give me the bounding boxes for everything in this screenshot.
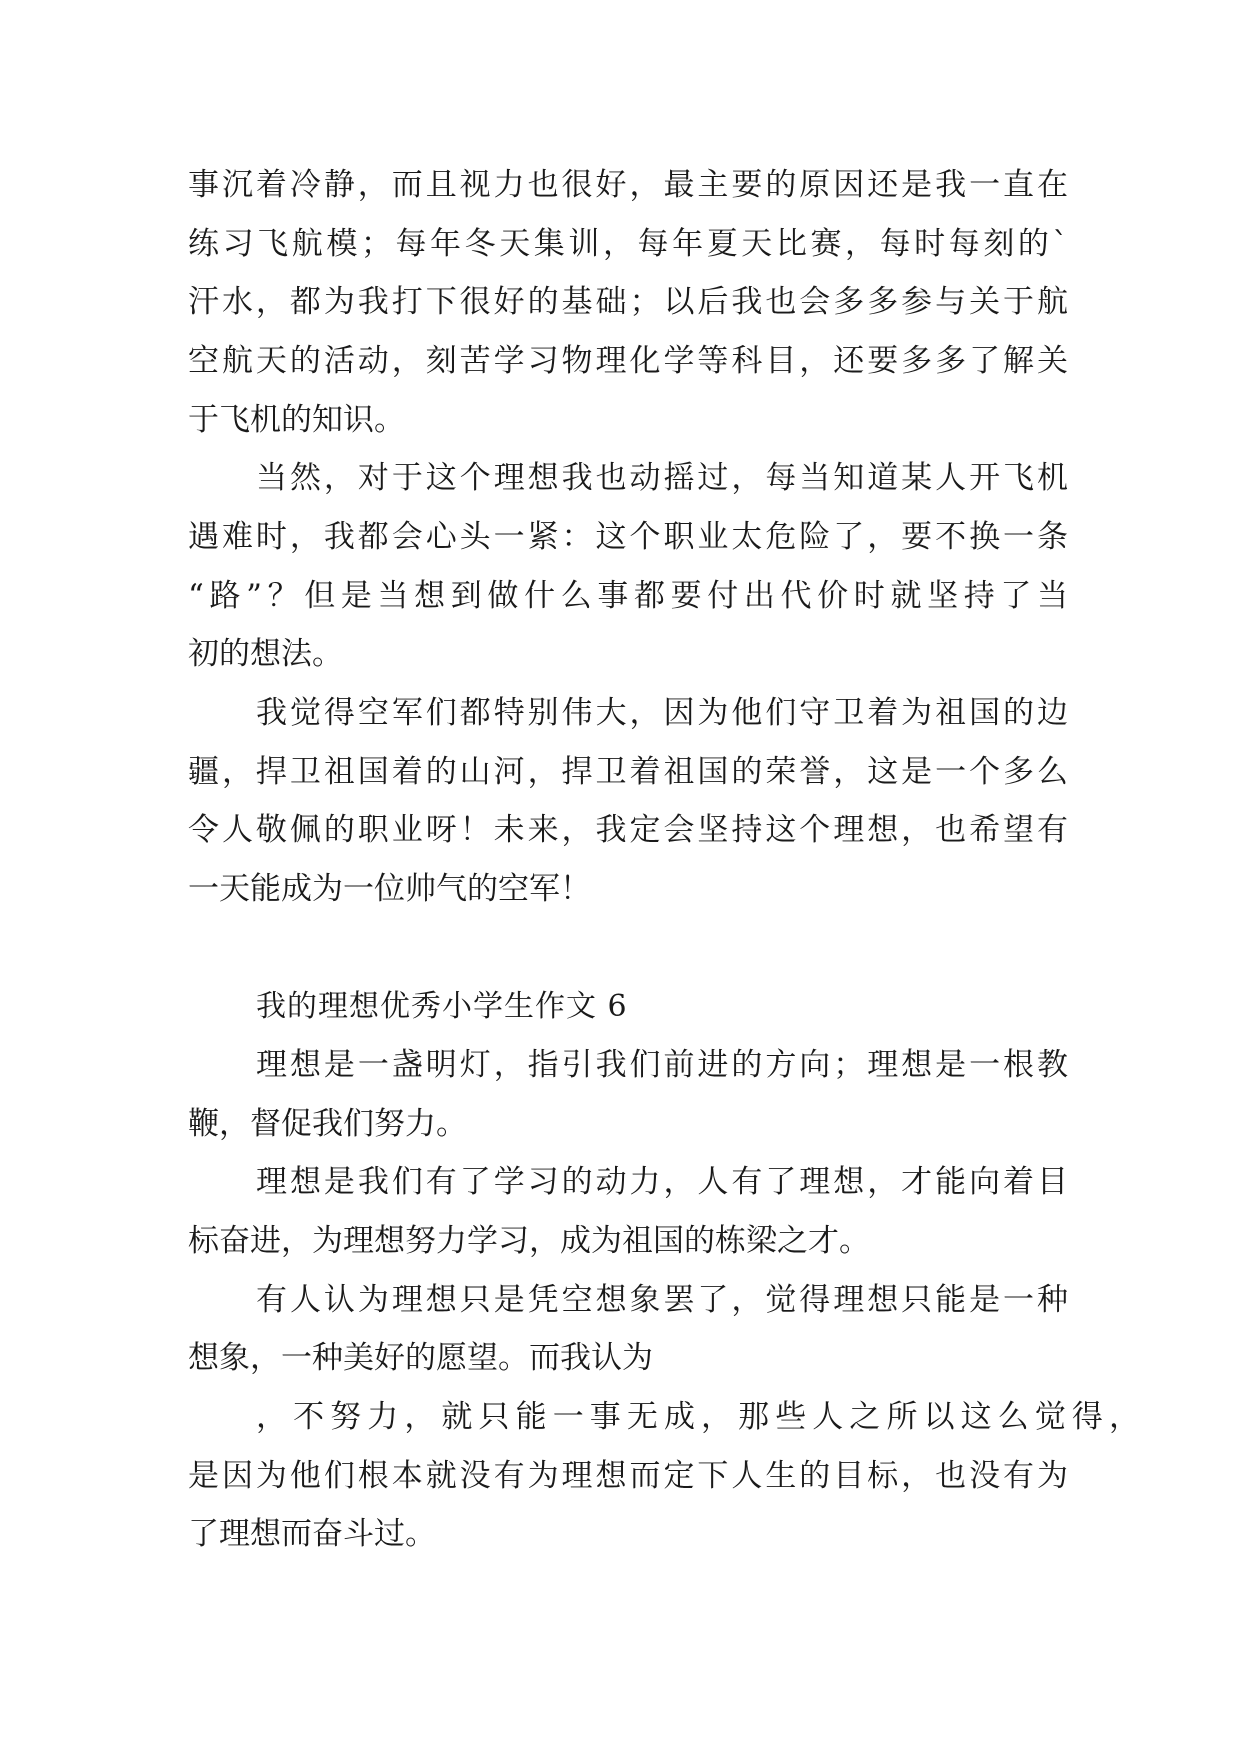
essay-heading: 我的理想优秀小学生作文 6 bbox=[256, 989, 628, 1024]
paragraph-first-line: 理想是我们有了学习的动力，人有了理想，才能向着目 bbox=[256, 1164, 1068, 1200]
text-line: 空航天的活动，刻苦学习物理化学等科目，还要多多了解关 bbox=[188, 343, 1068, 379]
text-line: 一天能成为一位帅气的空军！ bbox=[188, 871, 591, 907]
text-line: 想象，一种美好的愿望。而我认为 bbox=[188, 1340, 653, 1376]
paragraph-first-line: 理想是一盏明灯，指引我们前进的方向；理想是一根教 bbox=[256, 1047, 1068, 1083]
text-line: 初的想法。 bbox=[188, 636, 343, 672]
text-line: 于飞机的知识。 bbox=[188, 402, 405, 438]
text-line: 令人敬佩的职业呀！未来，我定会坚持这个理想，也希望有 bbox=[188, 812, 1068, 848]
paragraph-first-line: 当然，对于这个理想我也动摇过，每当知道某人开飞机 bbox=[256, 460, 1068, 496]
text-line: 练习飞航模；每年冬天集训，每年夏天比赛，每时每刻的` bbox=[188, 226, 1068, 262]
text-line: 遇难时，我都会心头一紧：这个职业太危险了，要不换一条 bbox=[188, 519, 1068, 555]
text-line: 鞭，督促我们努力。 bbox=[188, 1106, 467, 1142]
text-line: 了理想而奋斗过。 bbox=[188, 1516, 436, 1552]
text-line: “路”？但是当想到做什么事都要付出代价时就坚持了当 bbox=[188, 578, 1068, 614]
paragraph-first-line: 有人认为理想只是凭空想象罢了，觉得理想只能是一种 bbox=[256, 1282, 1068, 1318]
text-line: 疆，捍卫祖国着的山河，捍卫着祖国的荣誉，这是一个多么 bbox=[188, 754, 1068, 790]
text-line: 汗水，都为我打下很好的基础；以后我也会多多参与关于航 bbox=[188, 284, 1068, 320]
text-line: 标奋进，为理想努力学习，成为祖国的栋梁之才。 bbox=[188, 1223, 870, 1259]
paragraph-first-line: ，不努力，就只能一事无成，那些人之所以这么觉得， bbox=[256, 1399, 1140, 1435]
paragraph-first-line: 我觉得空军们都特别伟大，因为他们守卫着为祖国的边 bbox=[256, 695, 1068, 731]
text-line: 事沉着冷静，而且视力也很好，最主要的原因还是我一直在 bbox=[188, 167, 1068, 203]
text-line: 是因为他们根本就没有为理想而定下人生的目标，也没有为 bbox=[188, 1458, 1068, 1494]
